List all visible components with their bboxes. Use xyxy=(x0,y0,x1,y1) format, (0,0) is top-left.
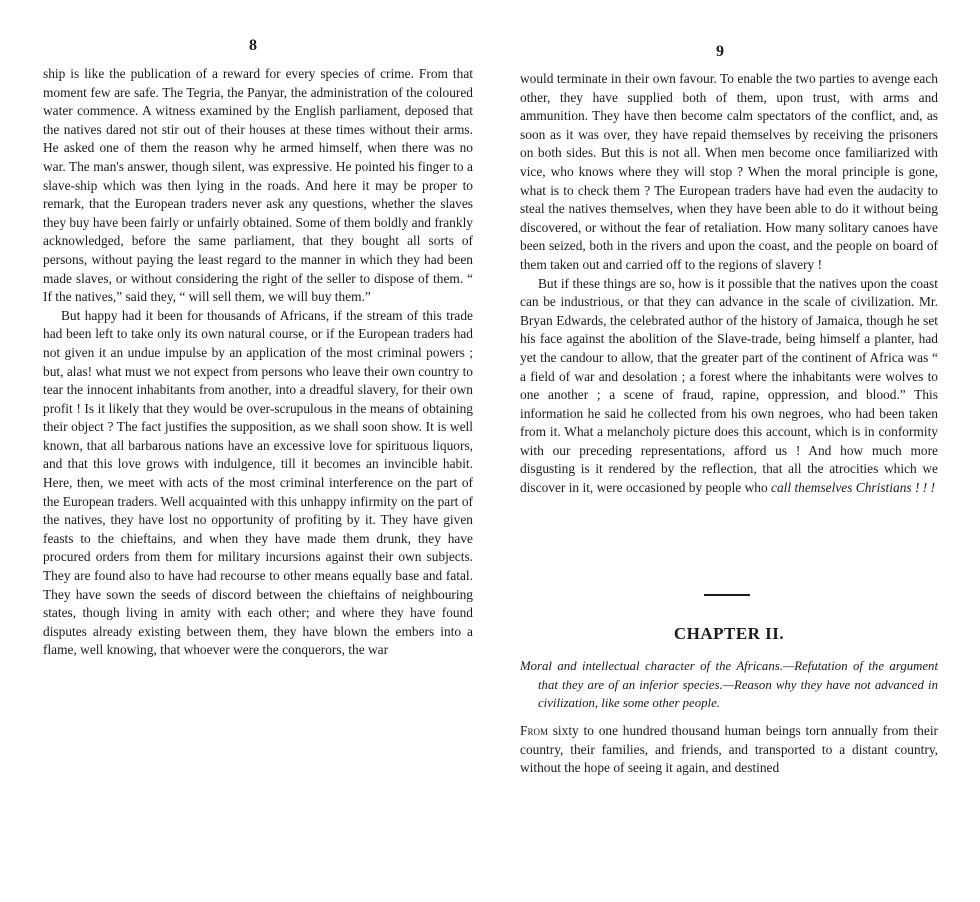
right-paragraph-2 xyxy=(520,275,938,498)
right-page-text xyxy=(520,70,938,498)
chapter-body xyxy=(520,722,938,778)
left-paragraph-1: ship is like the publication of a reward for every species of crime. From that moment few are safe. The Tegria, the Panyar, the administration of the coloured water commence. A witness examined by the English parliament, deposed that the natives dared not stir out of their houses at these times without their arms. He asked one of them the reason why he armed himself, when there was no war. The man's answer, though silent, was expressive. He pointed his finger to a slave-ship which was then lying in the roads. And here it may be proper to remark, that the European traders never ask any questions, whether the slaves they buy have been fairly or unfairly obtained. Some of them boldly and frankly acknowledged, before the same parliament, that they bought all sorts of persons, without paying the least regard to the manner in which they had been made slaves, or without considering the right of the seller to dispose of them. “ If the natives,” said they, “ will sell them, we will buy them.” xyxy=(43,66,473,305)
chapter-body-text: sixty to one hundred thousand human beings torn annually from their country, their families, and friends, and transported to a distant country, without the hope of seeing it again, and destined xyxy=(520,723,938,776)
chapter-separator-rule xyxy=(704,594,750,596)
right-paragraph-2-italic-end: call themselves Christians ! ! ! xyxy=(771,480,936,496)
right-paragraph-1: would terminate in their own favour. To enable the two parties to avenge each other, they have supplied both of them, upon trust, with arms and ammunition. They have then become calm spectators of the conflict, and, as soon as it was over, they have repaid themselves by receiving the prisoners on both sides. But this is not all. When men become once familiarized with vice, who knows where they will stop ? When the moral principle is gone, what is to check them ? The European traders have had even the audacity to steal the natives themselves, when they have been able to do it without being discovered, or without the fear of retaliation. How many solitary canoes have been seized, both in the rivers and upon the coast, and the people on board of them taken out and carried off to the regions of slavery ! xyxy=(520,71,938,272)
chapter-heading: CHAPTER II. xyxy=(673,624,785,643)
page-number-left: 8 xyxy=(249,37,257,54)
page-number-right: 9 xyxy=(716,43,724,60)
right-paragraph-2-text: But if these things are so, how is it possible that the natives upon the coast can be industrious, or that they can advance in the scale of civilization. Mr. Bryan Edwards, the celebrated author of the history of Jamaica, though he set his face against the abolition of the Slave-trade, being himself a planter, had yet the candour to allow, that the greater part of the continent of Africa was “ a field of war and desolation ; a forest where the inhabitants were wolves to one another ; a scene of fraud, rapine, oppression, and blood.” This information he said he collected from his own negroes, who had been taken from it. What a melancholy picture does this account, which is in conformity with our preceding representations, afford us ! And how much more disgusting is it rendered by the reflection, that all the atrocities which we discover in it, were occasioned by people who xyxy=(520,275,938,496)
chapter-summary: Moral and intellectual character of the Africans.—Refutation of the argument that they are of an inferior species.—Reason why they have not advanced in civilization, like some other people. xyxy=(520,659,938,711)
left-page-text xyxy=(43,65,473,660)
left-paragraph-2: But happy had it been for thousands of Africans, if the stream of this trade had been left to take only its own natural course, or if the European traders had not given it an undue impulse by an application of the most criminal powers ; but, alas! what must we not expect from persons who leave their own country to tear the innocent inhabitants from another, into a dreadful slavery, for their own profit ! Is it likely that they would be over-scrupulous in the means of obtaining their object ? The fact justifies the supposition, as we shall soon show. It is well known, that all barbarous nations have an excessive love for spirituous liquors, and that this love grows with indulgence, till it becomes an invincible habit. Here, then, we meet with acts of the most criminal interference on the part of the European traders. Well acquainted with this unhappy infirmity on the part of the natives, they have lost no opportunity of profiting by it. They have given feasts to the chieftains, and when they have made them drunk, they have procured orders from them for military incursions against their own subjects. They are found also to have had recourse to other means equally base and fatal. They have sown the seeds of discord between the chieftains of neighbouring states, though living in amity with each other; and where they have found disputes already existing between them, they have blown the embers into a flame, well knowing, that whoever were the conquerors, the war xyxy=(43,307,473,658)
chapter-body-first-word: From xyxy=(520,723,548,738)
